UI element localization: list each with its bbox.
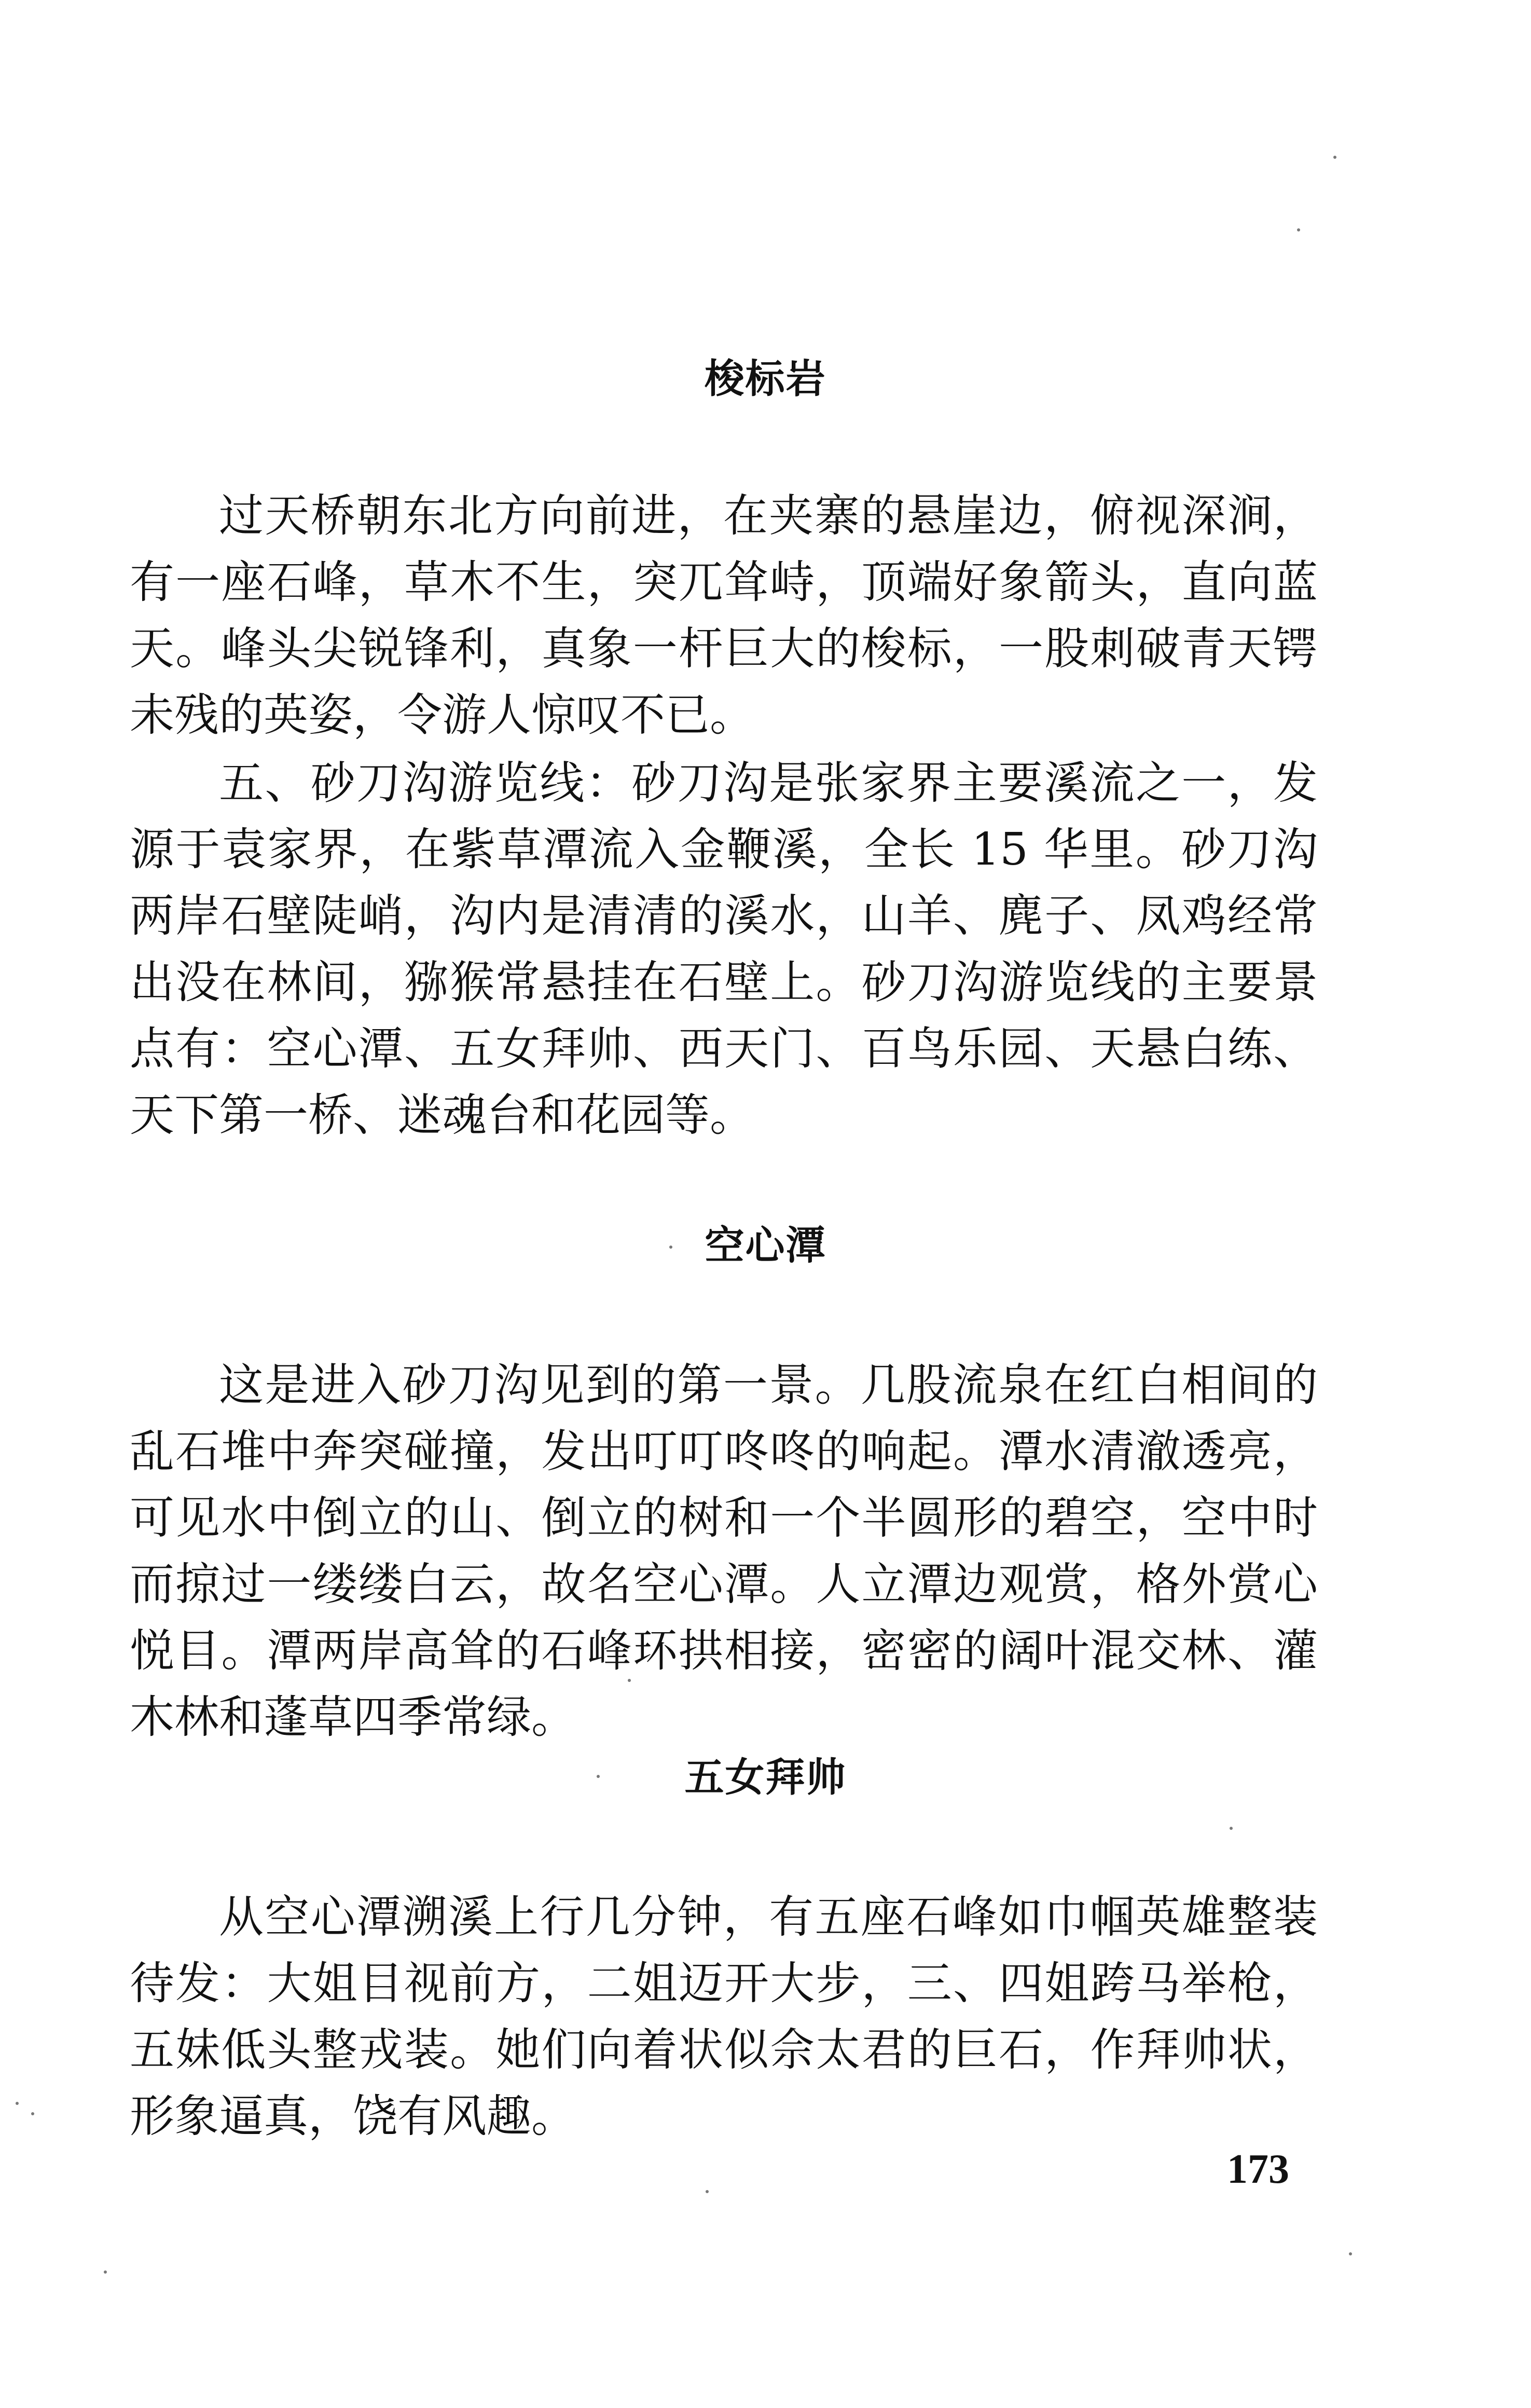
scan-speck: [31, 2112, 34, 2115]
scan-speck: [1297, 228, 1300, 231]
scan-speck: [1230, 1827, 1233, 1830]
section-title-kongxintan: 空心潭: [705, 1222, 826, 1268]
section-title-suobiaoyan: 梭标岩: [705, 355, 826, 402]
section-title-wunubaishuai: 五女拜帅: [684, 1754, 847, 1800]
scan-speck: [16, 2102, 19, 2105]
page-number: 173: [1227, 2146, 1289, 2192]
scan-speck: [706, 2190, 709, 2193]
paragraph-suobiaoyan: 过天桥朝东北方向前进，在夹寨的悬崖边，俯视深涧，有一座石峰，草木不生，突兀耸峙，顶端好象箭头，直向蓝天。峰头尖锐锋利，真象一杆巨大的梭标，一股刺破青天锷未残的英姿，令游人惊叹不已。: [130, 490, 1318, 741]
paragraph-wunubaishuai: 从空心潭溯溪上行几分钟，有五座石峰如巾帼英雄整装待发：大姐目视前方，二姐迈开大步，三、四姐跨马举枪，五妹低头整戎装。她们向着状似佘太君的巨石，作拜帅状，形象逼真，饶有风趣。: [130, 1891, 1318, 2142]
paragraph-kongxintan: 这是进入砂刀沟见到的第一景。几股流泉在红白相间的乱石堆中奔突碰撞，发出叮叮咚咚的响起。潭水清澈透亮，可见水中倒立的山、倒立的树和一个半圆形的碧空，空中时而掠过一缕缕白云，故名空心潭。人立潭边观赏，格外赏心悦目。潭两岸高耸的石峰环拱相接，密密的阔叶混交林、灌木林和蓬草四季常绿。: [130, 1359, 1318, 1743]
scan-speck: [1333, 156, 1336, 159]
scan-speck: [1349, 2252, 1352, 2255]
scan-speck: [597, 1775, 600, 1778]
scan-speck: [104, 2270, 107, 2274]
scan-speck: [669, 1246, 672, 1249]
paragraph-shadaogou-route: 五、砂刀沟游览线：砂刀沟是张家界主要溪流之一，发源于袁家界，在紫草潭流入金鞭溪，全长 15 华里。砂刀沟两岸石壁陡峭，沟内是清清的溪水，山羊、麂子、凤鸡经常出没在林间，猕猴常悬挂在石壁上。砂刀沟游览线的主要景点有：空心潭、五女拜帅、西天门、百鸟乐园、天悬白练、天下第一桥、迷魂台和花园等。: [130, 757, 1318, 1141]
scan-speck: [628, 1679, 631, 1682]
